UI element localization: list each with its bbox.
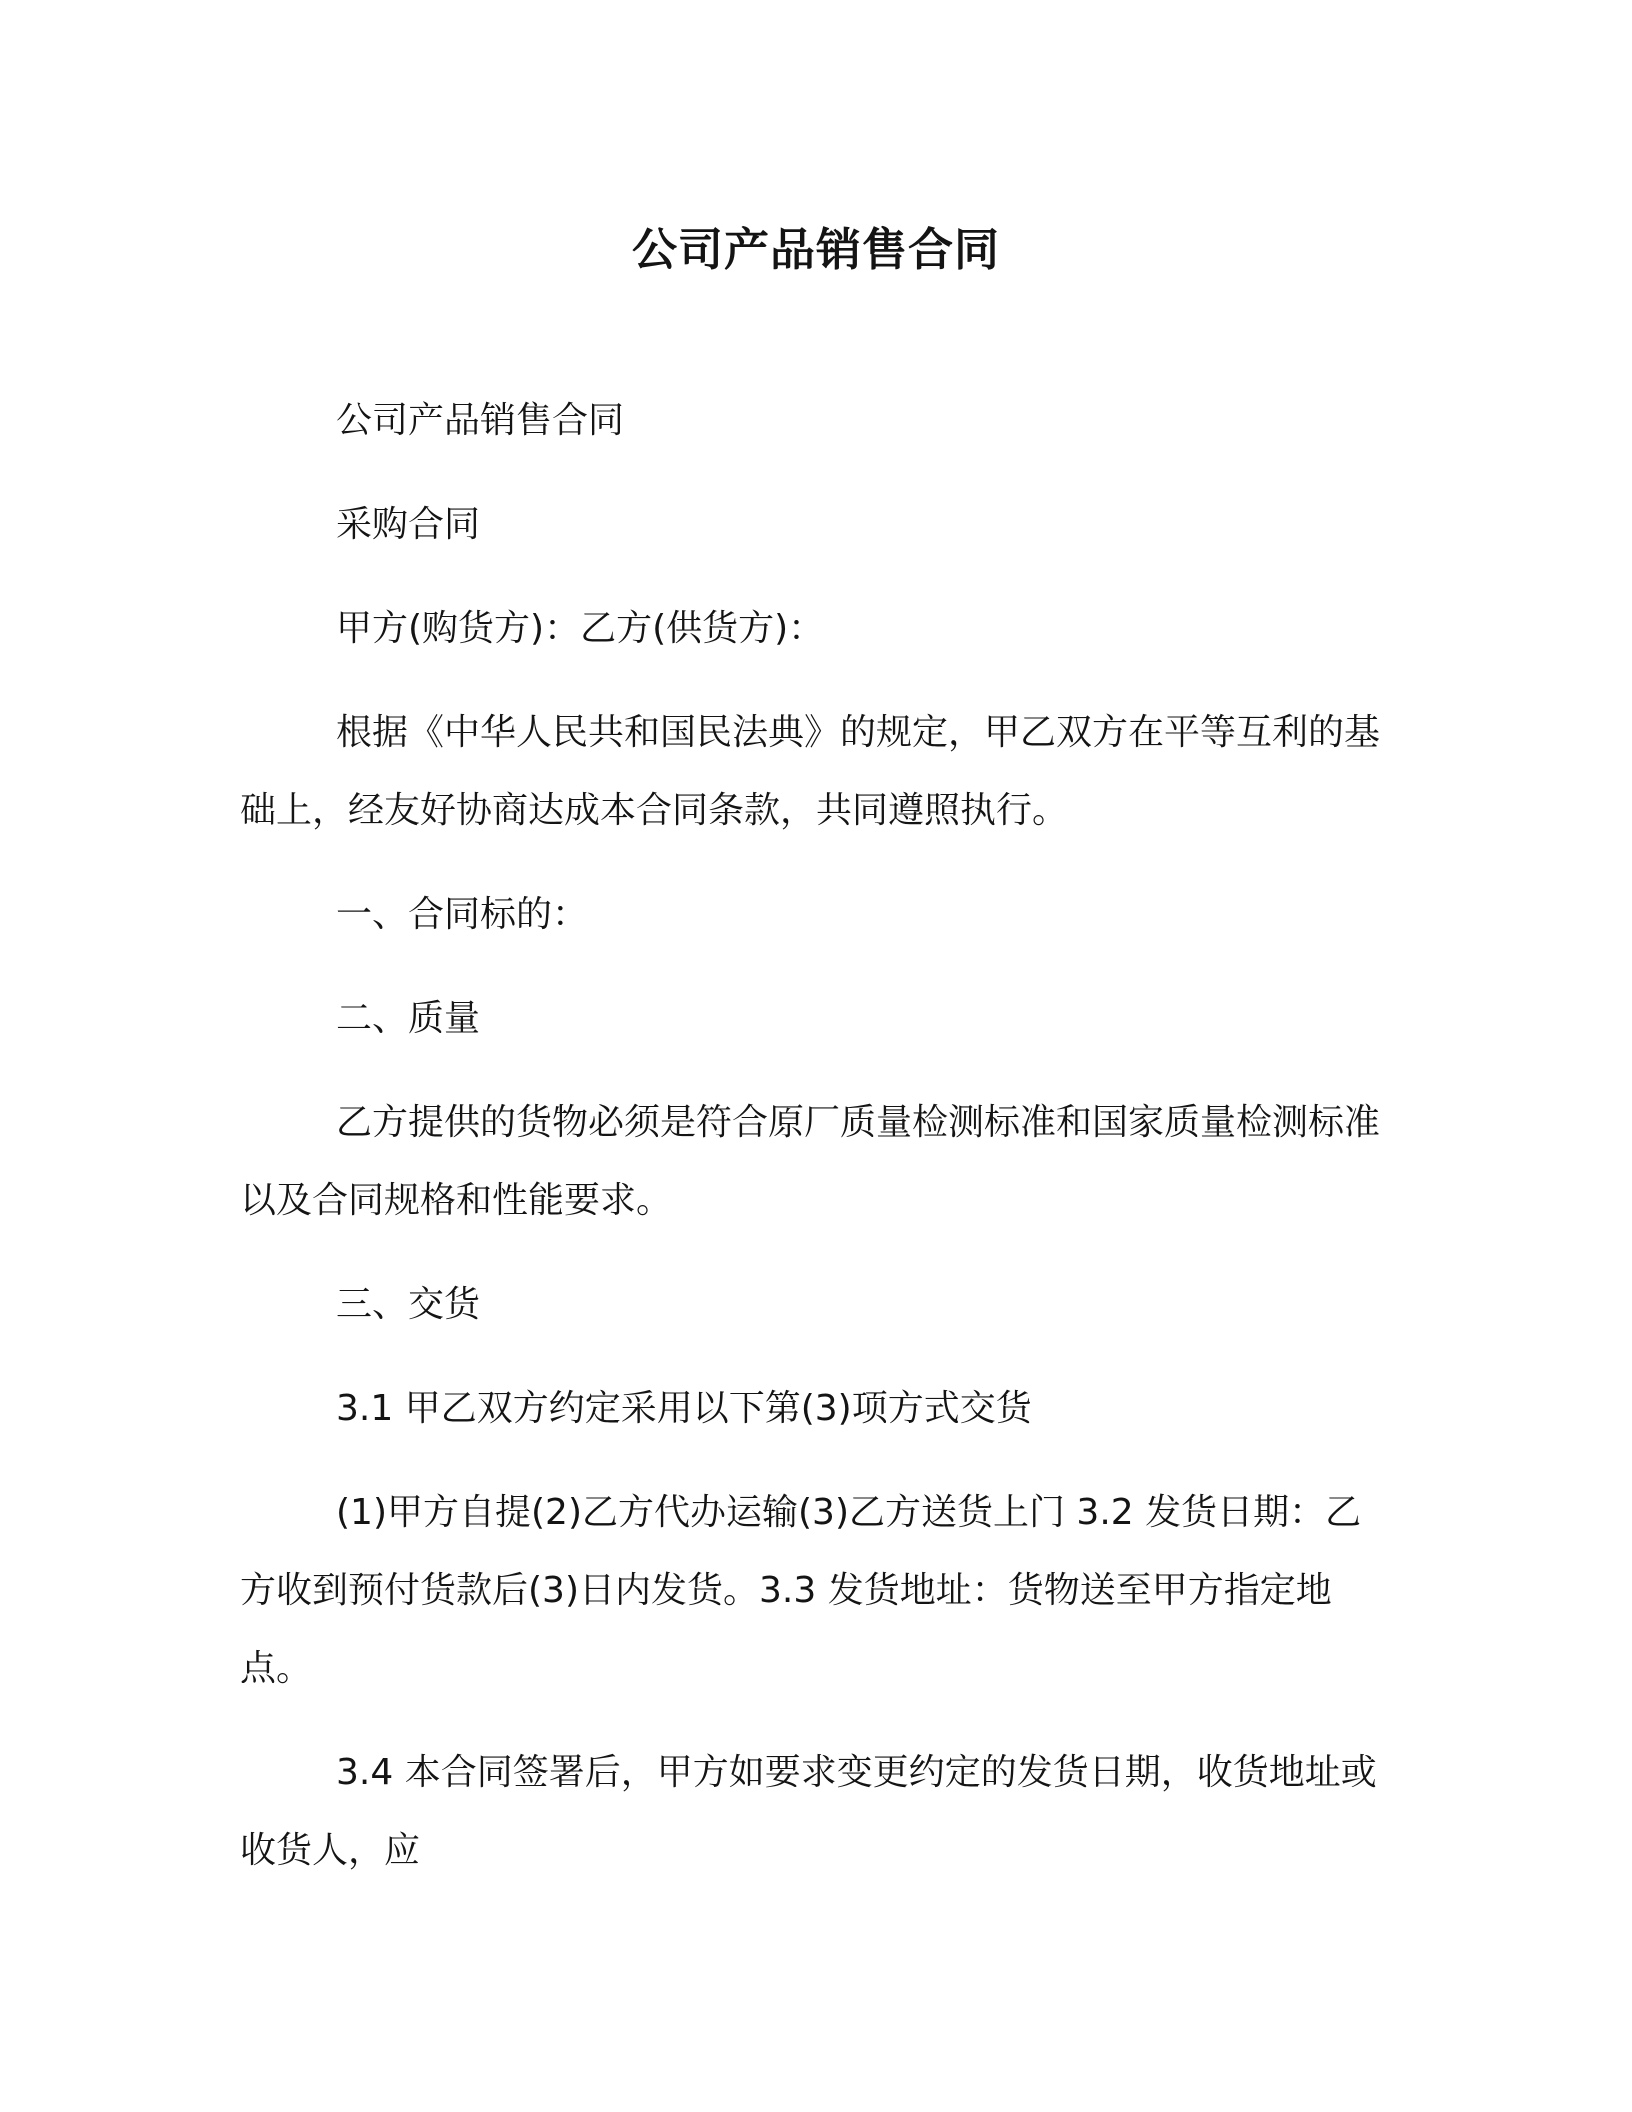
paragraph-clause-3-1: 3.1 甲乙双方约定采用以下第(3)项方式交货 xyxy=(336,1388,1032,1429)
document-title: 公司产品销售合同 xyxy=(631,223,1000,276)
paragraph-section-1-heading: 一、合同标的： xyxy=(336,894,589,935)
paragraph-quality-terms: 乙方提供的货物必须是符合原厂质量检测标准和国家质量检测标准以及合同规格和性能要求。 xyxy=(240,1102,1381,1221)
paragraph-delivery-options: (1)甲方自提(2)乙方代办运输(3)乙方送货上门 3.2 发货日期：乙方收到预付货款后(3)日内发货。3.3 发货地址：货物送至甲方指定地点。 xyxy=(240,1492,1362,1689)
paragraph-contract-name: 公司产品销售合同 xyxy=(336,400,625,441)
paragraph-parties: 甲方(购货方)：乙方(供货方)： xyxy=(336,608,825,649)
paragraph-purchase-contract: 采购合同 xyxy=(336,504,481,545)
paragraph-preamble: 根据《中华人民共和国民法典》的规定，甲乙双方在平等互利的基础上，经友好协商达成本合同条款，共同遵照执行。 xyxy=(240,712,1381,831)
paragraph-section-2-heading: 二、质量 xyxy=(336,998,481,1039)
paragraph-section-3-heading: 三、交货 xyxy=(336,1284,481,1325)
paragraph-clause-3-4: 3.4 本合同签署后，甲方如要求变更约定的发货日期，收货地址或收货人，应 xyxy=(240,1752,1377,1871)
